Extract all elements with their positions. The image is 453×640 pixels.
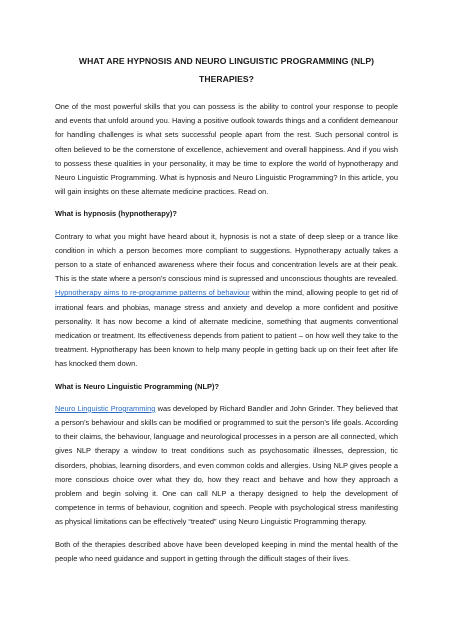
intro-paragraph: One of the most powerful skills that you can possess is the ability to control your response to people and events that unfold around you. Having a positive outlook towards things and a confident demeanour for handling challenges is what sets successful people apart from the rest. Such personal control is often believed to be the cornerstone of excellence, achievement and overall happiness. And if you wish to possess these qualities in your personality, it may be time to explore the world of hypnotherapy and Neuro Linguistic Programming. What is hypnosis and Neuro Linguistic Programming? In this article, you will gain insights on these alternate medicine practices. Read on. <box>55 102 398 197</box>
section-heading-nlp: What is Neuro Linguistic Programming (NLP)? <box>55 381 220 391</box>
hypnotherapy-link[interactable]: Hypnotherapy aims to re-programme patterns of behaviour <box>55 288 250 298</box>
section-heading-hypnosis: What is hypnosis (hypnotherapy)? <box>55 209 177 219</box>
hypnosis-paragraph <box>55 230 398 372</box>
nlp-text-after-link: was developed by Richard Bandler and John Grinder. They believed that a person’s behaviour and skills can be modified or programmed to suit the person’s life goals. According to their claims, the behaviour, language and neurological processes in a person are all connected, which gives NLP therapy a window to treat conditions such as psychosomatic illnesses, depression, tic disorders, phobias, learning disorders, and even common colds and allergies. Using NLP gives people a more conscious choice over what they do, how they react and behave and how they approach a problem and begin solving it. One can call NLP a therapy designed to help the development of competence in terms of behaviour, cognition and speech. People with psychological stress manifesting as physical limitations can be effectively “treated” using Neuro Linguistic Programming therapy. <box>55 403 398 527</box>
hypnosis-text-after-link: within the mind, allowing people to get rid of irrational fears and phobias, manage stress and anxiety and develop a more confident and positive personality. It has now become a kind of alternate medicine, something that augments conventional medication or treatment. Its effectiveness depends from patient to patient – on how well they take to the treatment. Hypnotherapy has been known to help many people in getting back up on their feet after life has knocked them down. <box>55 288 398 369</box>
nlp-link[interactable]: Neuro Linguistic Programming <box>55 403 156 413</box>
hypnosis-text-before-link: Contrary to what you might have heard about it, hypnosis is not a state of deep sleep or a trance like condition in which a person becomes more compliant to suggestions. Hypnotherapy actually takes a person to a state of enhanced awareness where their focus and concentration levels are at their peak. This is the state where a person’s conscious mind is supressed and unconscious thoughts are revealed. <box>55 231 398 284</box>
closing-paragraph: Both of the therapies described above have been developed keeping in mind the mental health of the people who need guidance and support in getting through the difficult stages of their lives. <box>55 539 398 563</box>
nlp-paragraph <box>55 402 398 530</box>
document-title: WHAT ARE HYPNOSIS AND NEURO LINGUISTIC PROGRAMMING (NLP) THERAPIES? <box>78 56 375 84</box>
